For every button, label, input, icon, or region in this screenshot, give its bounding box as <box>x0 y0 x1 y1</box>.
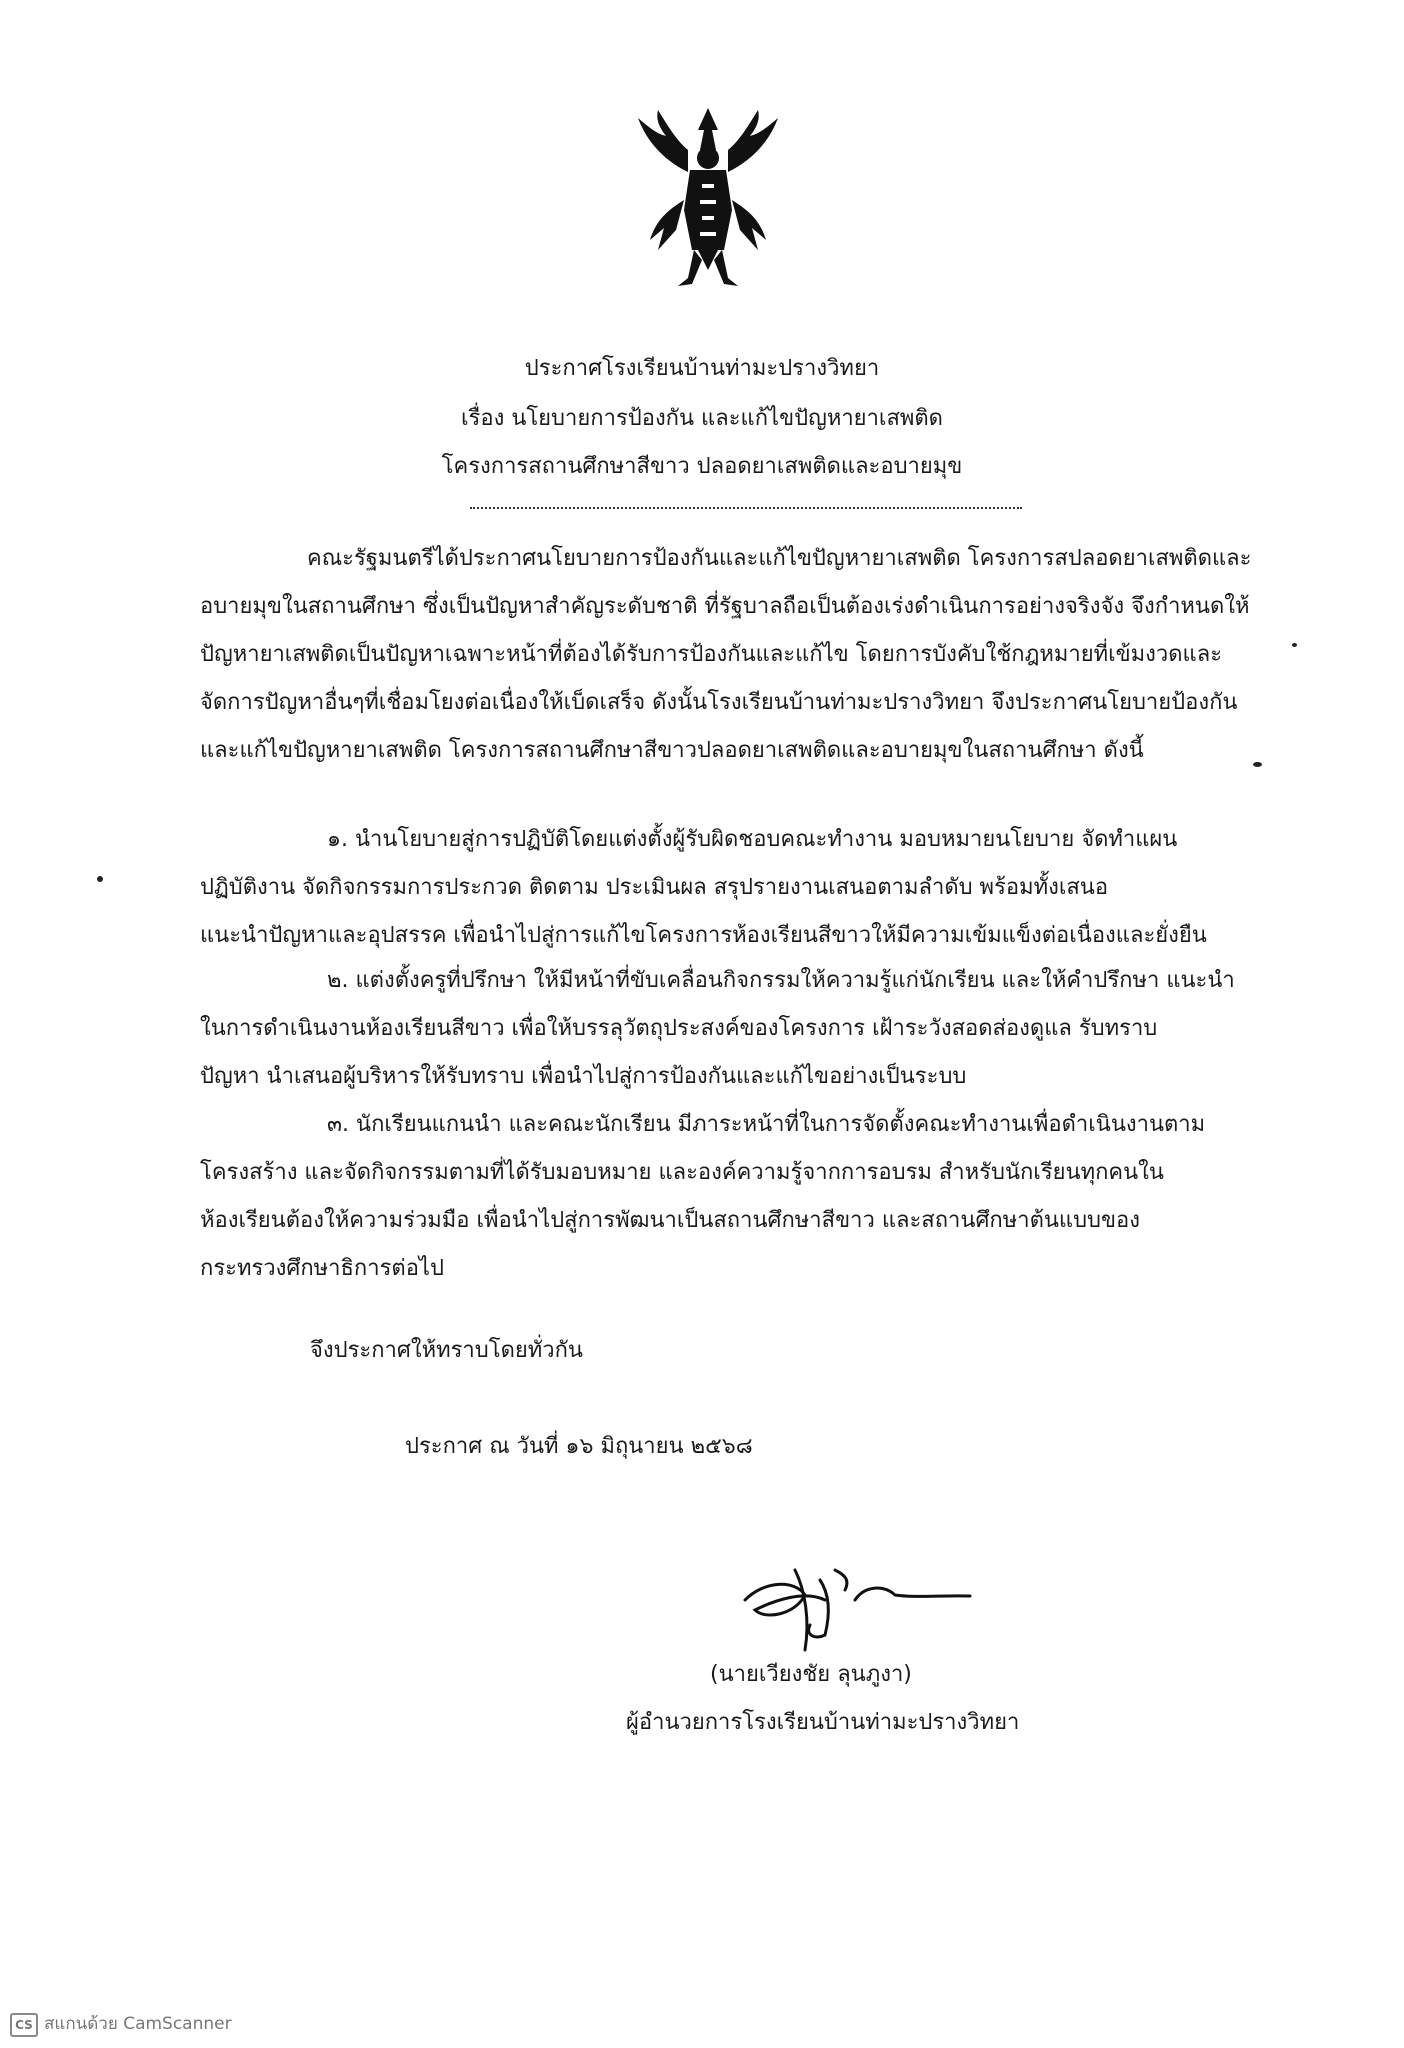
item-2-line: ปัญหา นำเสนอผู้บริหารให้รับทราบ เพื่อนำไปสู่การป้องกันและแก้ไขอย่างเป็นระบบ <box>200 1064 967 1089</box>
garuda-emblem <box>628 100 788 290</box>
closing-statement: จึงประกาศให้ทราบโดยทั่วกัน <box>310 1338 583 1363</box>
signatory-name: (นายเวียงชัย ลุนภูงา) <box>710 1662 912 1687</box>
item-3-line: ๓. นักเรียนแกนนำ และคณะนักเรียน มีภาระหน้าที่ในการจัดตั้งคณะทำงานเพื่อดำเนินงานตาม <box>327 1112 1206 1137</box>
item-2-line: ในการดำเนินงานห้องเรียนสีขาว เพื่อให้บรรลุวัตถุประสงค์ของโครงการ เฝ้าระวังสอดส่องดูแล รับทราบ <box>200 1016 1158 1041</box>
announcement-title: ประกาศโรงเรียนบ้านท่ามะปรางวิทยา <box>524 356 880 381</box>
intro-line: อบายมุขในสถานศึกษา ซึ่งเป็นปัญหาสำคัญระดับชาติ ที่รัฐบาลถือเป็นต้องเร่งดำเนินการอย่างจริงจัง จึงกำหนดให้ <box>200 594 1250 619</box>
announcement-date: ประกาศ ณ วันที่ ๑๖ มิถุนายน ๒๕๖๘ <box>405 1434 753 1459</box>
item-1-line: ๑. นำนโยบายสู่การปฏิบัติโดยแต่งตั้งผู้รับผิดชอบคณะทำงาน มอบหมายนโยบาย จัดทำแผน <box>327 827 1178 852</box>
announcement-project: โครงการสถานศึกษาสีขาว ปลอดยาเสพติดและอบายมุข <box>441 454 963 479</box>
scan-speck <box>1292 643 1297 647</box>
item-3-line: ห้องเรียนต้องให้ความร่วมมือ เพื่อนำไปสู่การพัฒนาเป็นสถานศึกษาสีขาว และสถานศึกษาต้นแบบของ <box>200 1208 1141 1233</box>
intro-line: ปัญหายาเสพติดเป็นปัญหาเฉพาะหน้าที่ต้องได้รับการป้องกันและแก้ไข โดยการบังคับใช้กฎหมายที่เข้มงวดและ <box>200 642 1223 667</box>
camscanner-logo-icon: CS <box>10 2013 38 2037</box>
item-1-line: แนะนำปัญหาและอุปสรรค เพื่อนำไปสู่การแก้ไขโครงการห้องเรียนสีขาวให้มีความเข้มแข็งต่อเนื่องและยั่งยืน <box>200 923 1207 948</box>
intro-line: คณะรัฐมนตรีได้ประกาศนโยบายการป้องกันและแก้ไขปัญหายาเสพติด โครงการสปลอดยาเสพติดและ <box>307 546 1252 571</box>
item-3-line: กระทรวงศึกษาธิการต่อไป <box>200 1256 444 1281</box>
scan-speck <box>1253 762 1262 767</box>
announcement-subject: เรื่อง นโยบายการป้องกัน และแก้ไขปัญหายาเสพติด <box>461 406 943 431</box>
signatory-position: ผู้อำนวยการโรงเรียนบ้านท่ามะปรางวิทยา <box>626 1710 1020 1735</box>
intro-line: และแก้ไขปัญหายาเสพติด โครงการสถานศึกษาสีขาวปลอดยาเสพติดและอบายมุขในสถานศึกษา ดังนี้ <box>200 738 1144 763</box>
camscanner-footer <box>10 2010 232 2037</box>
item-3-line: โครงสร้าง และจัดกิจกรรมตามที่ได้รับมอบหมาย และองค์ความรู้จากการอบรม สำหรับนักเรียนทุกคนใน <box>200 1160 1164 1185</box>
camscanner-text: สแกนด้วย CamScanner <box>44 2014 232 2034</box>
item-1-line: ปฏิบัติงาน จัดกิจกรรมการประกวด ติดตาม ประเมินผล สรุปรายงานเสนอตามลำดับ พร้อมทั้งเสนอ <box>200 875 1109 900</box>
handwritten-signature <box>735 1540 975 1660</box>
intro-line: จัดการปัญหาอื่นๆที่เชื่อมโยงต่อเนื่องให้เบ็ดเสร็จ ดังนั้นโรงเรียนบ้านท่ามะปรางวิทยา จึงประกาศนโยบายป้องกัน <box>200 690 1238 715</box>
scan-speck <box>97 876 103 882</box>
item-2-line: ๒. แต่งตั้งครูที่ปรึกษา ให้มีหน้าที่ขับเคลื่อนกิจกรรมให้ความรู้แก่นักเรียน และให้คำปรึกษา แนะนำ <box>327 968 1235 993</box>
header-separator <box>470 507 1022 509</box>
